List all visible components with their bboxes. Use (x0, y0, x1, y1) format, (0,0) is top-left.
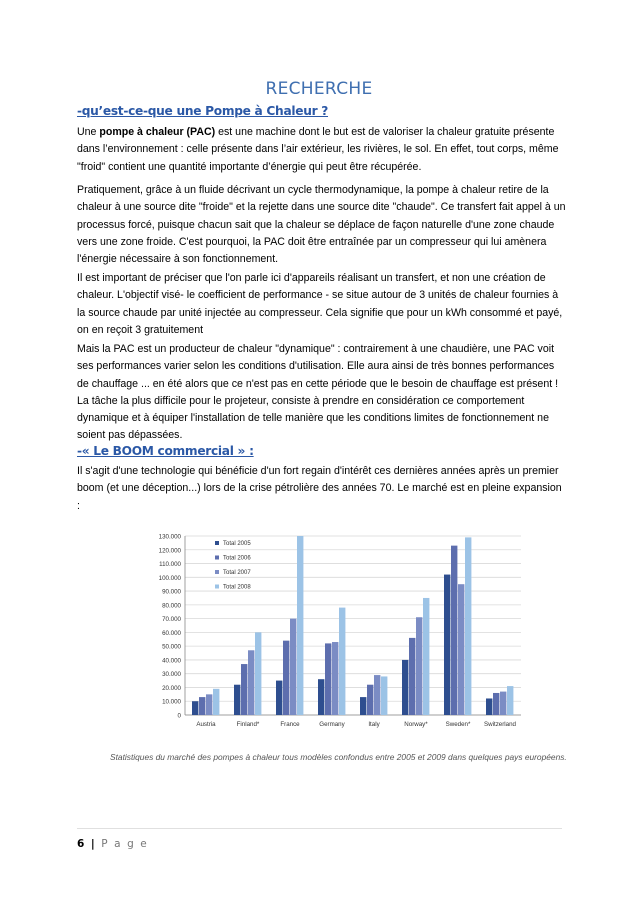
y-tick-label: 0 (177, 712, 181, 720)
bar (360, 697, 366, 715)
y-tick-label: 120.000 (158, 547, 181, 555)
bar (458, 584, 464, 715)
x-tick-label: Finland* (236, 721, 260, 728)
bar (381, 676, 387, 715)
page-title: RECHERCHE (265, 79, 373, 99)
y-tick-label: 100.000 (158, 574, 181, 582)
legend-label: Total 2006 (223, 555, 251, 562)
bar (451, 546, 457, 715)
y-tick-label: 130.000 (158, 533, 181, 541)
paragraph-text: Il s'agit d'une technologie qui bénéficie d'un fort regain d'intérêt ces dernières années après un premier boom (et une déception...) lors de la crise pétrolière des années 70. Le marché est en pleine expansion : (77, 465, 562, 512)
bar (423, 598, 429, 715)
bar (402, 660, 408, 715)
y-tick-label: 30.000 (162, 671, 181, 679)
bar (332, 642, 338, 715)
bar (416, 617, 422, 715)
chart-caption: Statistiques du marché des pompes à chaleur tous modèles confondus entre 2005 et 2009 dans quelques pays européens. (110, 752, 567, 762)
bar (367, 685, 373, 715)
x-tick-label: Germany (319, 721, 345, 728)
bar (465, 537, 471, 715)
page-label: P a g e (101, 838, 149, 850)
paragraph-text: Mais la PAC est un producteur de chaleur "dynamique" : contrairement à une chaudière, une PAC voit ses performances varier selon les conditions d'utilisation. Elle aura ainsi de très bonnes performances de chauffage ... en été alors que ce n'est pas en cette période que le besoin de chauffage est présent ! La tâche la plus difficile pour le projeteur, consiste à prendre en considération ce comportement dynamique et à équiper l'installation de telle manière que les conditions limites de fonctionnement ne soient pas dépassées. (77, 343, 559, 442)
footer-separator: | (90, 838, 97, 850)
bar (486, 698, 492, 715)
y-tick-label: 10.000 (162, 698, 181, 706)
x-tick-label: Norway* (404, 721, 428, 728)
y-tick-label: 70.000 (162, 616, 181, 624)
bar (318, 679, 324, 715)
bar (255, 632, 261, 715)
bar (507, 686, 513, 715)
definition-term: pompe à chaleur (PAC) (99, 126, 216, 138)
legend-swatch (215, 585, 219, 589)
bar (283, 641, 289, 715)
bar (213, 689, 219, 715)
x-tick-label: Italy (368, 721, 380, 728)
bar (409, 638, 415, 715)
bar (199, 697, 205, 715)
bar (493, 693, 499, 715)
bar (290, 619, 296, 715)
page-number: 6 (77, 838, 86, 850)
footer-divider (77, 828, 562, 829)
y-tick-label: 90.000 (162, 588, 181, 596)
y-tick-label: 50.000 (162, 643, 181, 651)
section-heading-pac: -qu’est-ce-que une Pompe à Chaleur ? (77, 104, 329, 118)
section-heading-boom: -« Le BOOM commercial » : (77, 444, 254, 458)
bar (325, 643, 331, 715)
definition-intro: Une (77, 126, 100, 138)
x-tick-label: Sweden* (445, 721, 471, 728)
heat-pump-market-chart (137, 528, 527, 748)
bar (500, 692, 506, 715)
x-tick-label: Switzerland (484, 721, 516, 728)
legend-swatch (215, 556, 219, 560)
x-tick-label: Austria (196, 721, 216, 728)
paragraph-performance (77, 270, 567, 339)
paragraph-definition (77, 124, 567, 176)
paragraph-dynamic (77, 341, 567, 445)
bar (192, 701, 198, 715)
y-tick-label: 40.000 (162, 657, 181, 665)
bar (374, 675, 380, 715)
legend-swatch (215, 541, 219, 545)
legend-label: Total 2007 (223, 570, 251, 576)
bar (234, 685, 240, 715)
bar (241, 664, 247, 715)
x-tick-label: France (280, 721, 300, 728)
y-tick-label: 20.000 (162, 684, 181, 692)
legend-label: Total 2005 (223, 541, 251, 547)
definition-text: est une machine dont le but est de valoriser la chaleur gratuite présente dans l’environnement : celle présente dans l’air extérieur, les rivières, le sol. En effet, tout corps, même "froid" contient une quantité importante d’énergie qui peut être récupérée. (77, 126, 559, 173)
page-footer (77, 838, 148, 850)
bar (444, 575, 450, 715)
bar (339, 608, 345, 715)
paragraph-market (77, 463, 567, 515)
y-tick-label: 60.000 (162, 629, 181, 637)
paragraph-text: Pratiquement, grâce à un fluide décrivant un cycle thermodynamique, la pompe à chaleur retire de la chaleur à une source dite "froide" et la rejette dans une source dite "chaude". Ce transfert fait appel à un processus forcé, puisque chacun sait que la chaleur se déplace de façon naturelle d'une zone chaude vers une zone froide. C'est pourquoi, la PAC doit être entraînée par un compresseur qui lui amènera l'énergie nécessaire à son fonctionnement. (77, 184, 566, 266)
legend-swatch (215, 570, 219, 574)
bar (297, 536, 303, 715)
legend-label: Total 2008 (223, 584, 251, 591)
bar (248, 650, 254, 715)
paragraph-text: Il est important de préciser que l'on parle ici d'appareils réalisant un transfert, et non une création de chaleur. L'objectif visé- le coefficient de performance - se situe autour de 3 unités de chaleur fournies à la source chaude par unité injectée au compresseur. Cela signifie que pour un kWh consommé et payé, on en reçoit 3 gratuitement (77, 272, 563, 336)
bar (276, 681, 282, 715)
paragraph-thermodynamic (77, 182, 567, 268)
bar (206, 694, 212, 715)
y-tick-label: 80.000 (162, 602, 181, 610)
y-tick-label: 110.000 (159, 561, 181, 569)
